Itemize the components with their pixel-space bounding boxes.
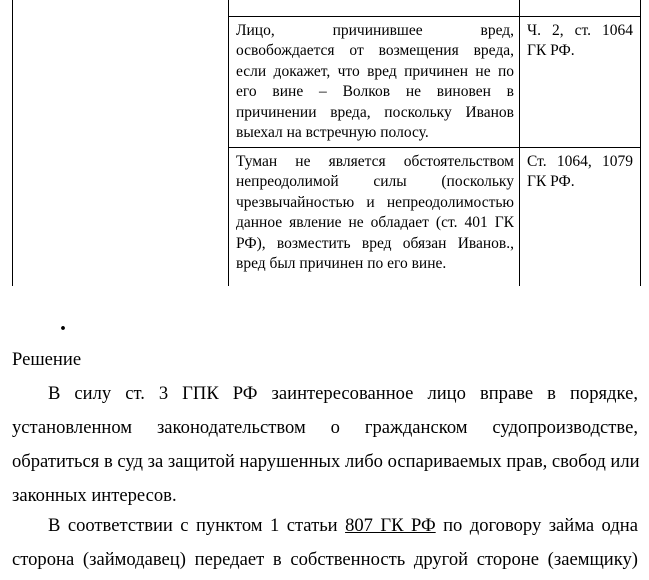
table-top-border [228, 16, 640, 17]
text-line: его вине – Волков не виновен в [236, 83, 514, 101]
text-line: вред был причинен по его вине. [236, 255, 447, 273]
paragraph-line: установленном законодательством о гражданском судопроизводстве, [12, 417, 638, 438]
reference-line: ГК РФ. [527, 173, 575, 191]
text-line: непреодолимой силы (поскольку [236, 173, 514, 191]
table-row-2-reference [527, 152, 633, 193]
table-left-border [12, 0, 13, 286]
paragraph-line: В силу ст. 3 ГПК РФ заинтересованное лицо вправе в порядке, [48, 383, 638, 404]
section-heading: Решение [12, 349, 82, 370]
paragraph-2 [12, 509, 638, 577]
text-line: причинении вреда, поскольку Иванов [236, 103, 514, 121]
reference-line: Ст. 1064, 1079 [527, 153, 633, 170]
text-line: данное явление не обладает (ст. 401 ГК [236, 214, 514, 232]
table-col-divider-1 [228, 0, 229, 286]
paragraph-line: сторона (займодавец) передает в собственность другой стороне (заемщику) [12, 549, 638, 570]
paragraph-line: законных интересов. [12, 485, 177, 506]
text-fragment: В соответствии с пунктом 1 статьи [48, 515, 346, 536]
paragraph-1 [12, 377, 638, 513]
law-reference-link[interactable]: 807 ГК РФ [345, 515, 436, 536]
table-row-2-text [236, 152, 514, 274]
reference-line: ГК РФ. [527, 42, 575, 60]
table-col-divider-2 [519, 0, 520, 286]
text-line: освобождается от возмещения вреда, [236, 42, 514, 60]
table-right-border [640, 0, 641, 286]
text-line: РФ), возместить вред обязан Иванов., [236, 234, 514, 252]
table-row-1-text [236, 21, 514, 143]
paragraph-line [12, 509, 638, 543]
text-line: если докажет, что вред причинен не по [236, 62, 514, 80]
table-row-1-reference [527, 21, 633, 62]
text-line: Лицо, причинившее вред, [236, 22, 514, 39]
text-line: выехал на встречную полосу. [236, 124, 429, 142]
paragraph-line: обратиться в суд за защитой нарушенных либо оспариваемых прав, свобод или [12, 451, 640, 472]
text-line: чрезвычайностью и непреодолимостью [236, 193, 514, 211]
reference-line: Ч. 2, ст. 1064 [527, 22, 633, 39]
text-line: Туман не является обстоятельством [236, 153, 514, 170]
table-row-divider [228, 147, 640, 148]
stray-dot: . [60, 310, 66, 336]
text-fragment: по договору займа одна [435, 515, 638, 536]
